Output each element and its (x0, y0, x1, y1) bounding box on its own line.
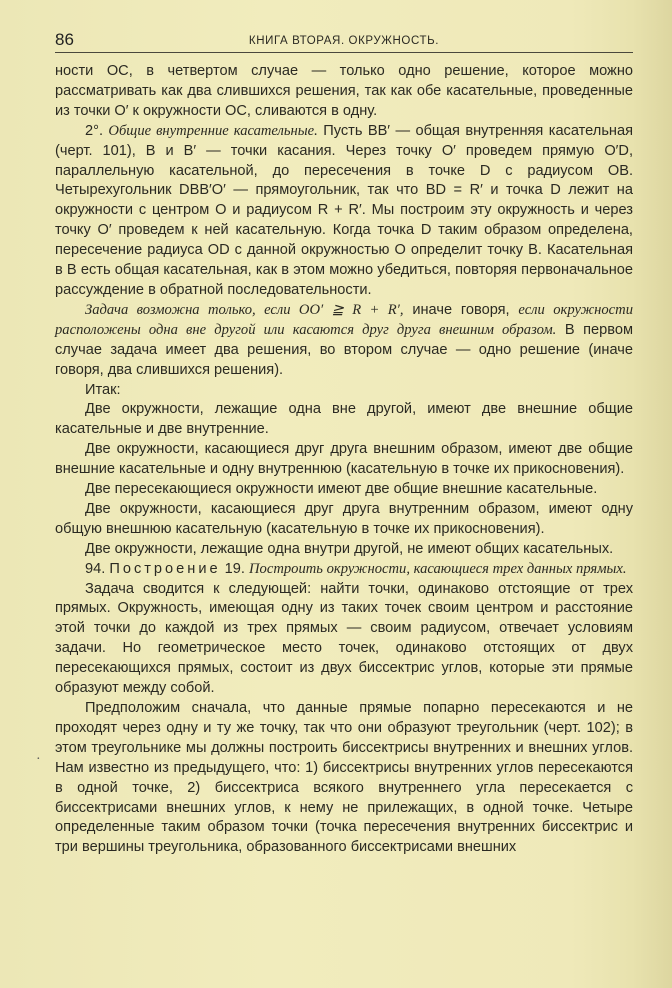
paragraph-text: Пусть BB′ — общая внутренняя касательная (черт. 101), B и B′ — точки касания. Через точку O′ проведем прямую O′D, параллельную касательной, до пересечения в точке D с радиусом OB. Четырехугольник DBB′O′ — прямоугольник, так что BD = R′ и точка D лежит на окружности с центром O и радиусом R + R′. Мы построим эту окружность и через точку O′ проведем к ней касательную. Когда точка D таким образом определена, пересечение радиуса OD с данной окружностью O определит точку B. Касательная в B есть общая касательная, как в этом можно убедиться, повторяя первоначальное рассуждение в обратной последовательности. (55, 122, 633, 298)
page-body (55, 62, 633, 858)
construction-label: Построение (109, 560, 221, 577)
section-number: 94. (85, 560, 110, 577)
paragraph (55, 122, 633, 301)
condition-italic-2: если окружности расположены одна вне другой или касаются друг друга внешним образом. (55, 301, 633, 338)
paragraph: ности OC, в четвертом случае — только одно решение, которое можно рассматривать как два слившихся решения, так как обе касательные, проведенные из точки O′ к окружности OC, сливаются в одну. (55, 63, 633, 119)
margin-mark: · (36, 752, 41, 767)
paragraph: Задача сводится к следующей: найти точки, одинаково отстоящие от трех прямых. Окружность, имеющая одну из таких точек своим центром и расстояние этой точки до каждой из трех прямых — своим радиусом, отвечает условиям задачи. Но геометрическое место точек, одинаково отстоящих от двух пересекающихся прямых, состоит из двух биссектрис углов, которые эти прямые образуют между собой. (55, 580, 633, 697)
book-page (55, 30, 633, 858)
construction-number: 19. (220, 560, 250, 577)
paragraph-text: иначе говоря, (403, 301, 519, 318)
section-title: Общие внутренние касательные. (108, 122, 318, 139)
paragraph-text: В первом случае задача имеет два решения, во втором случае — одно решение (иначе говоря, два слившихся решения). (55, 321, 633, 378)
paragraph (55, 301, 633, 381)
condition-italic: Задача возможна только, если OO′ ≧ R + R′, (85, 301, 404, 318)
section-number: 2°. (85, 122, 109, 139)
paragraph: Две пересекающиеся окружности имеют две общие внешние касательные. (85, 481, 598, 498)
construction-title: Построить окружности, касающиеся трех данных прямых. (249, 560, 627, 577)
paragraph: Две окружности, касающиеся друг друга внутренним образом, имеют одну общую внешнюю касательную (касательную в точке их прикосновения). (55, 500, 633, 537)
paragraph: Предположим сначала, что данные прямые попарно пересекаются и не проходят через одну и ту же точку, так что они образуют треугольник (черт. 102); в этом треугольнике мы должны построить биссектрисы внутренних и внешних углов. Нам известно из предыдущего, что: 1) биссектрисы внутренних углов пересекаются в одной точке, 2) биссектриса всякого внутреннего угла пересекается с биссектрисами внешних углов, к нему не прилежащих, в одной точке. Четыре определенные таким образом точки (точка пересечения внутренних биссектрис и три вершины треугольника, образованного биссектрисами внешних (55, 700, 633, 856)
running-title: КНИГА ВТОРАЯ. ОКРУЖНОСТЬ. (248, 35, 440, 47)
paragraph: Итак: (85, 381, 121, 398)
paragraph: Две окружности, лежащие одна внутри другой, не имеют общих касательных. (85, 540, 614, 557)
paragraph: Две окружности, лежащие одна вне другой, имеют две внешние общие касательные и две внутренние. (55, 401, 633, 438)
paragraph: Две окружности, касающиеся друг друга внешним образом, имеют две общие внешние касательные и одну внутреннюю (касательную в точке их прикосновения). (55, 441, 633, 478)
section-heading (55, 560, 633, 580)
page-header (55, 30, 633, 53)
page-number: 86 (55, 30, 74, 49)
